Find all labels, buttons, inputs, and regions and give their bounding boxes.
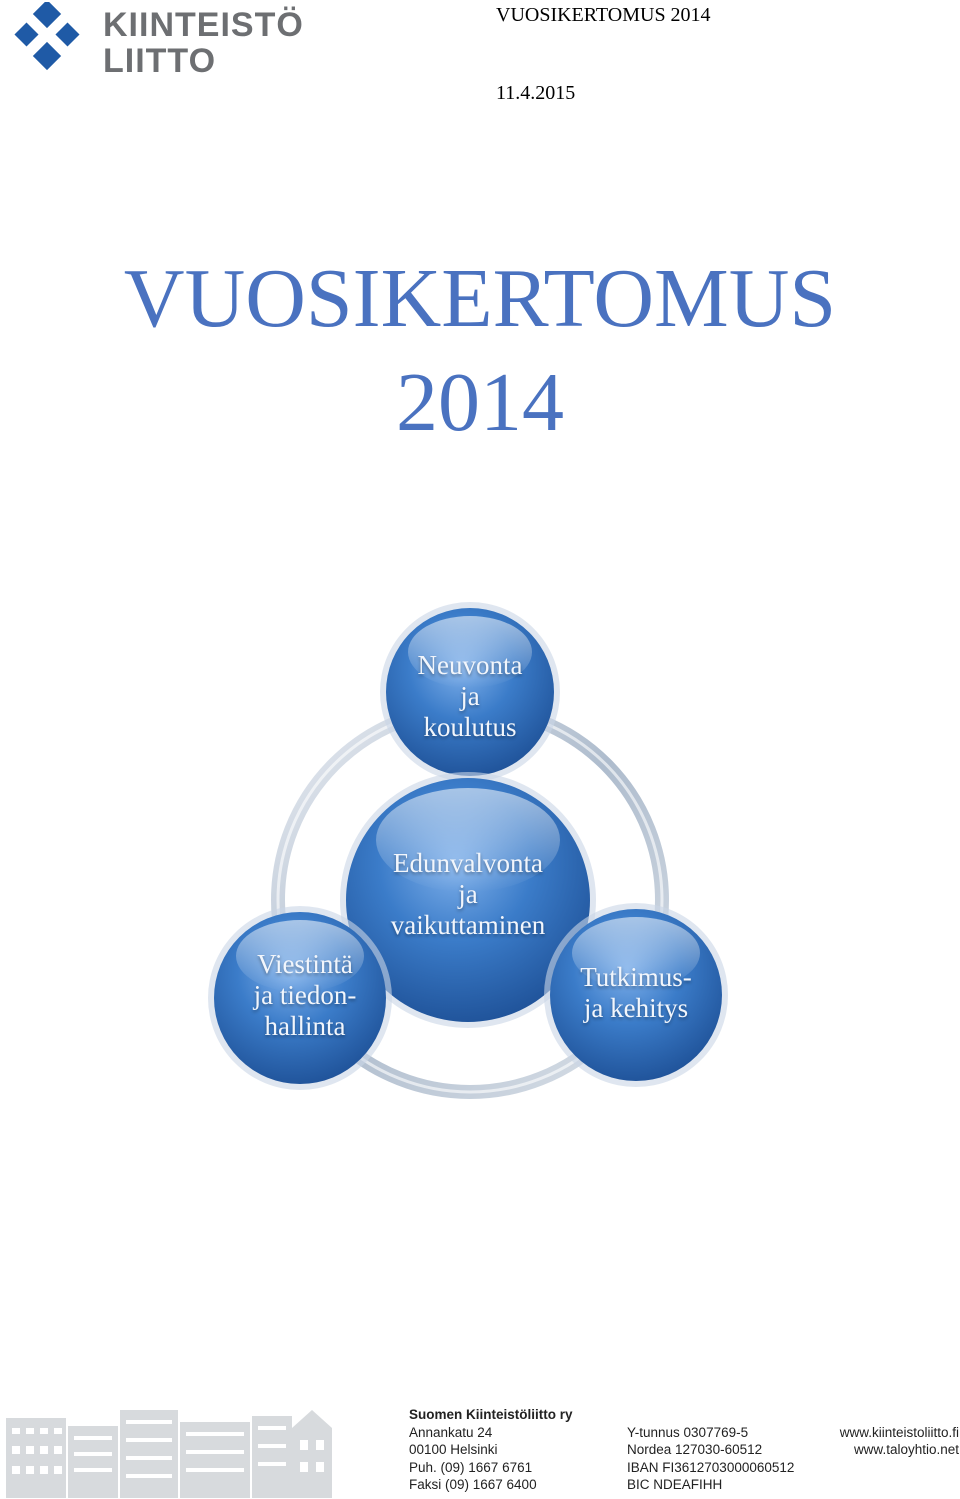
activity-diagram: [200, 600, 740, 1110]
footer-org-name: Suomen Kiinteistöliitto ry: [409, 1407, 573, 1422]
footer-web-link-2[interactable]: www.taloyhtio.net: [853, 1442, 959, 1457]
footer-fax: Faksi (09) 1667 6400: [409, 1477, 537, 1492]
footer-ytunnus: Y-tunnus 0307769-5: [627, 1424, 749, 1440]
page-title-year: 2014: [396, 356, 564, 449]
footer-contact: [409, 1406, 573, 1494]
footer-web: [803, 1424, 959, 1459]
kiinteistoliitto-logo: [8, 2, 308, 78]
footer-nordea: Nordea 127030-60512: [627, 1442, 763, 1457]
bubble-center-label: Edunvalvonta ja vaikuttaminen: [390, 848, 546, 940]
buildings-illustration: [6, 1404, 336, 1498]
footer-bic: BIC NDEAFIHH: [627, 1477, 723, 1492]
footer-bank-info: [627, 1424, 794, 1494]
header-document-title: VUOSIKERTOMUS 2014: [496, 4, 711, 26]
footer-iban: IBAN FI3612703000060512: [627, 1459, 795, 1475]
bubble-top-label: Neuvonta ja koulutus: [417, 650, 523, 742]
bubble-right-label: Tutkimus- ja kehitys: [580, 962, 692, 1023]
header-date: 11.4.2015: [496, 82, 576, 104]
footer-phone: Puh. (09) 1667 6761: [409, 1459, 533, 1475]
logo-mark-icon: [8, 2, 88, 78]
logo-text-line1: KIINTEISTÖ: [103, 6, 304, 44]
footer-address-street: Annankatu 24: [409, 1424, 493, 1440]
bubble-left-label: Viestintä ja tiedon- hallinta: [253, 949, 357, 1041]
page-title: VUOSIKERTOMUS: [123, 252, 837, 345]
footer-address-city: 00100 Helsinki: [409, 1442, 498, 1457]
footer-web-link-1[interactable]: www.kiinteistoliitto.fi: [839, 1424, 959, 1440]
logo-text-line2: LIITTO: [103, 42, 217, 80]
